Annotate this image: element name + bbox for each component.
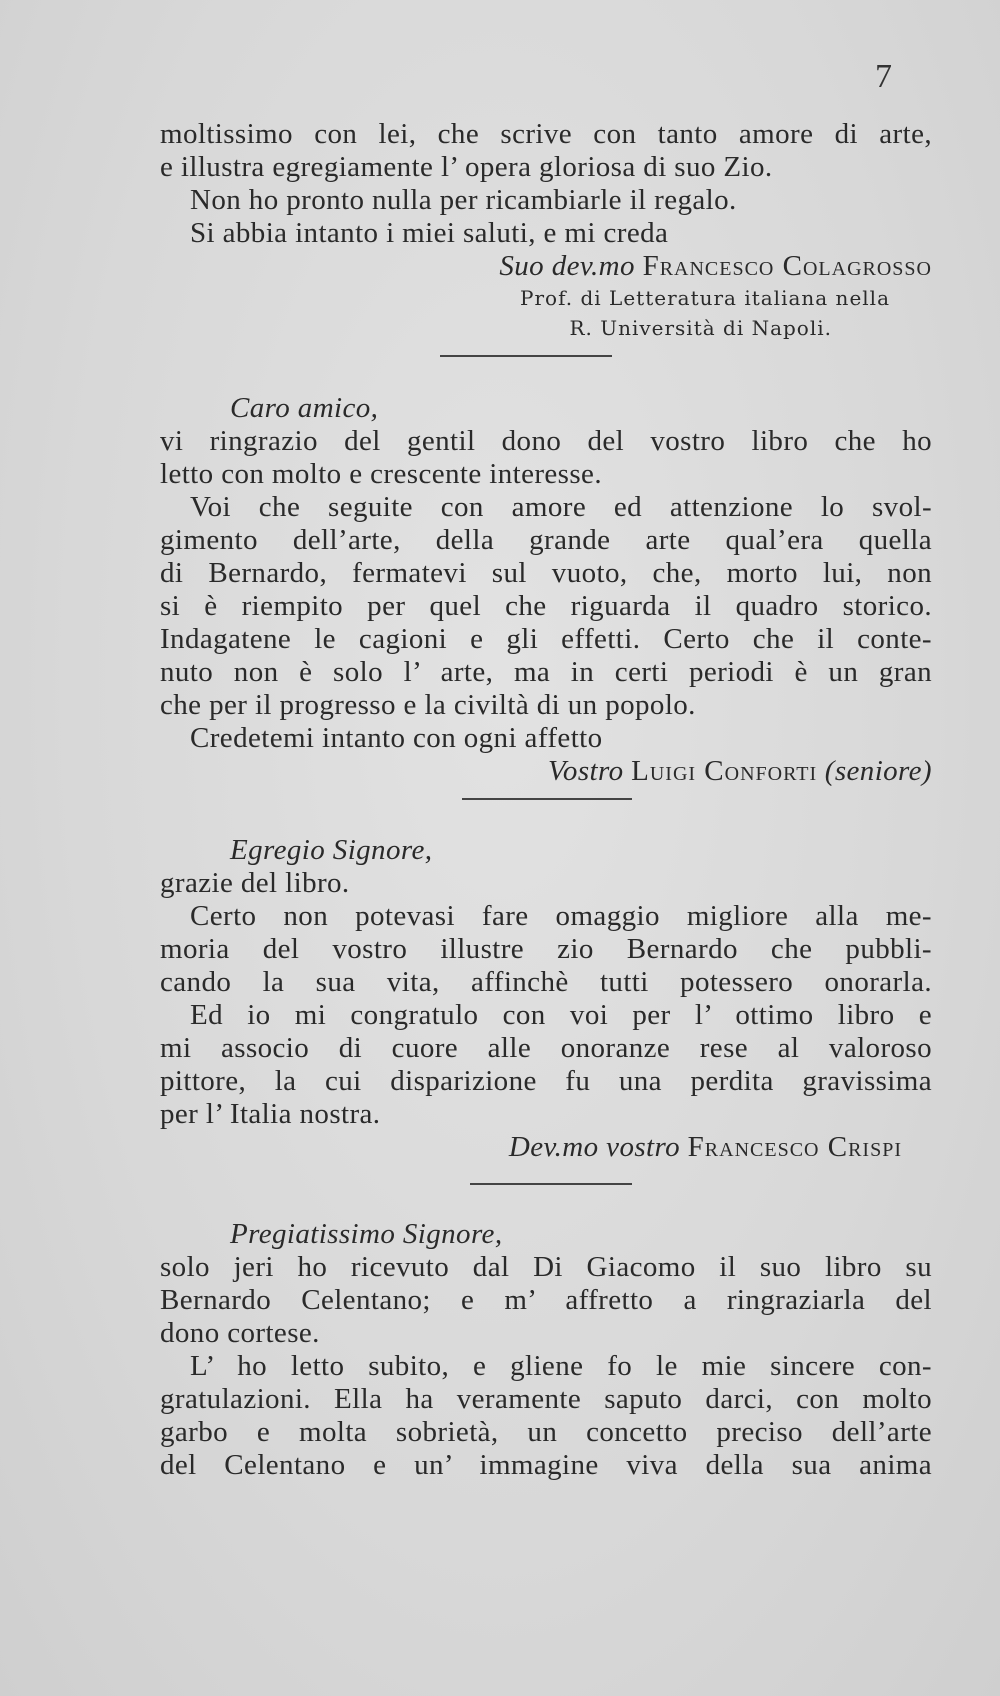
text-line: solo jeri ho ricevuto dal Di Giacomo il suo libro su bbox=[160, 1251, 932, 1283]
text-line: dono cortese. bbox=[160, 1317, 320, 1349]
text-line: Voi che seguite con amore ed attenzione lo svol- bbox=[190, 491, 932, 523]
text-line: gimento dell’arte, della grande arte qual’era quella bbox=[160, 524, 932, 556]
text-line: mi associo di cuore alle onoranze rese al valoroso bbox=[160, 1032, 932, 1064]
text-line: pittore, la cui disparizione fu una perdita gravissima bbox=[160, 1065, 932, 1097]
text-line: si è riempito per quel che riguarda il quadro storico. bbox=[160, 590, 932, 622]
signer-name: Francesco Colagrosso bbox=[642, 250, 932, 282]
closing: Vostro bbox=[548, 755, 624, 787]
text-line: Bernardo Celentano; e m’ affretto a ringraziarla del bbox=[160, 1284, 932, 1316]
text-line: gratulazioni. Ella ha veramente saputo darci, con molto bbox=[160, 1383, 932, 1415]
signer-name: Luigi Conforti bbox=[631, 755, 818, 787]
letter-conforti bbox=[160, 392, 932, 788]
text-line: letto con molto e crescente interesse. bbox=[160, 458, 602, 490]
section-divider bbox=[462, 798, 632, 800]
text-line: del Celentano e un’ immagine viva della sua anima bbox=[160, 1449, 932, 1481]
text-line: moria del vostro illustre zio Bernardo che pubbli- bbox=[160, 933, 932, 965]
signature bbox=[160, 250, 932, 283]
text-line: per l’ Italia nostra. bbox=[160, 1098, 381, 1130]
text-line: grazie del libro. bbox=[160, 867, 350, 899]
text-line: Certo non potevasi fare omaggio migliore alla me- bbox=[190, 900, 932, 932]
text-line: e illustra egregiamente l’ opera gloriosa di suo Zio. bbox=[160, 151, 773, 183]
letter-colagrosso bbox=[160, 118, 932, 343]
text-line: L’ ho letto subito, e gliene fo le mie sincere con- bbox=[190, 1350, 932, 1382]
closing: Suo dev.mo bbox=[499, 250, 635, 282]
signer-note: (seniore) bbox=[824, 755, 932, 787]
text-line: nuto non è solo l’ arte, ma in certi periodi è un gran bbox=[160, 656, 932, 688]
text-line: che per il progresso e la civiltà di un popolo. bbox=[160, 689, 696, 721]
signer-title: Prof. di Letteratura italiana nella bbox=[520, 286, 890, 310]
letter-pregiatissimo bbox=[160, 1218, 932, 1482]
page-number: 7 bbox=[875, 58, 892, 95]
text-line: garbo e molta sobrietà, un concetto preciso dell’arte bbox=[160, 1416, 932, 1448]
salutation: Egregio Signore, bbox=[230, 834, 433, 866]
signer-name: Francesco Crispi bbox=[687, 1131, 902, 1163]
section-divider bbox=[440, 355, 612, 357]
text-line: Si abbia intanto i miei saluti, e mi creda bbox=[190, 217, 669, 249]
text-line: Indagatene le cagioni e gli effetti. Certo che il conte- bbox=[160, 623, 932, 655]
letter-crispi bbox=[160, 834, 932, 1164]
signature bbox=[160, 1131, 932, 1164]
text-line: Ed io mi congratulo con voi per l’ ottimo libro e bbox=[190, 999, 932, 1031]
signature bbox=[160, 755, 932, 788]
closing: Dev.mo vostro bbox=[508, 1131, 681, 1163]
salutation: Pregiatissimo Signore, bbox=[230, 1218, 503, 1250]
section-divider bbox=[470, 1183, 632, 1185]
salutation: Caro amico, bbox=[230, 392, 379, 424]
text-line: moltissimo con lei, che scrive con tanto amore di arte, bbox=[160, 118, 932, 150]
text-line: vi ringrazio del gentil dono del vostro libro che ho bbox=[160, 425, 932, 457]
signer-title: R. Università di Napoli. bbox=[569, 316, 832, 340]
text-line: di Bernardo, fermatevi sul vuoto, che, morto lui, non bbox=[160, 557, 932, 589]
text-line: cando la sua vita, affinchè tutti potessero onorarla. bbox=[160, 966, 932, 998]
text-line: Non ho pronto nulla per ricambiarle il regalo. bbox=[190, 184, 737, 216]
text-line: Credetemi intanto con ogni affetto bbox=[190, 722, 603, 754]
